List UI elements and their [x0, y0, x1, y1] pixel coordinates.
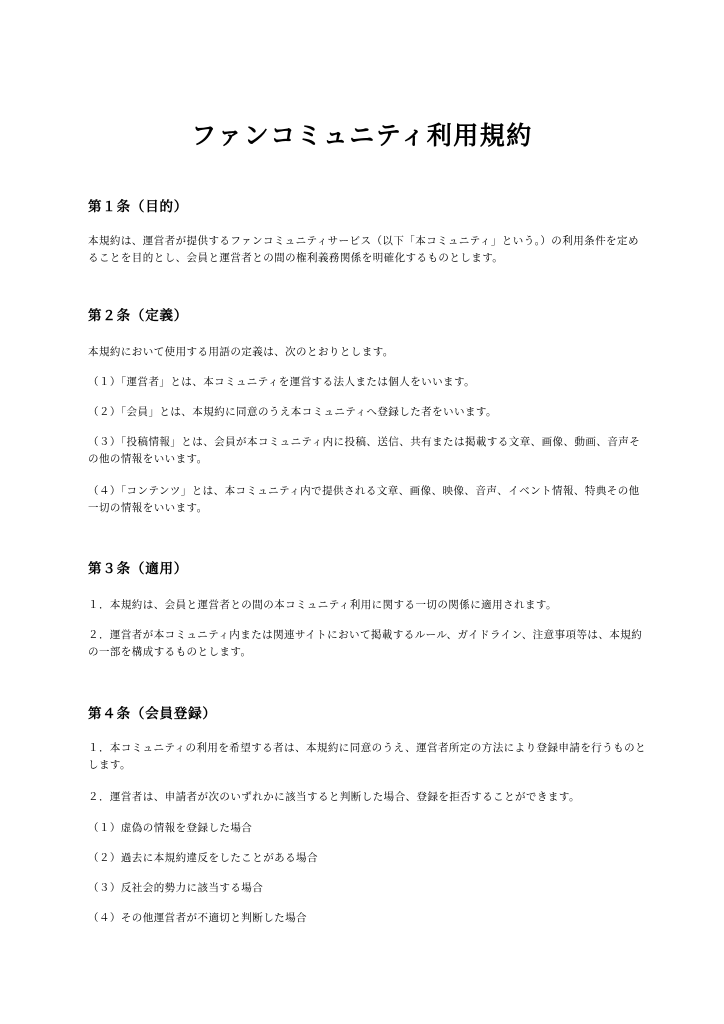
article-2-paragraph-1: 本規約において使用する用語の定義は、次のとおりとします。 — [88, 346, 394, 358]
article-3-heading: 第３条（適用） — [88, 561, 189, 577]
article-2-item-3: （３）「投稿情報」とは、会員が本コミュニティ内に投稿、送信、共有または掲載する文章、画像、動画、音声その他の情報をいいます。 — [88, 436, 641, 465]
article-4-item-1: （１）虚偽の情報を登録した場合 — [88, 822, 253, 834]
article-2-item-2: （２）「会員」とは、本規約に同意のうえ本コミュニティへ登録した者をいいます。 — [88, 406, 497, 418]
article-1-paragraph-1: 本規約は、運営者が提供するファンコミュニティサービス（以下「本コミュニティ」という。）の利用条件を定めることを目的とし、会員と運営者との間の権利義務関係を明確化するものとします。 — [88, 235, 639, 264]
article-2-heading: 第２条（定義） — [88, 308, 189, 324]
article-4-item-4: （４）その他運営者が不適切と判断した場合 — [88, 912, 307, 924]
document-title: ファンコミュニティ利用規約 — [191, 121, 533, 150]
article-2-item-1: （１）「運営者」とは、本コミュニティを運営する法人または個人をいいます。 — [88, 376, 476, 388]
article-4-heading: 第４条（会員登録） — [88, 706, 217, 722]
article-4-item-2: （２）過去に本規約違反をしたことがある場合 — [88, 852, 318, 864]
article-1-heading: 第１条（目的） — [88, 199, 189, 215]
article-4-paragraph-1: １．本コミュニティの利用を希望する者は、本規約に同意のうえ、運営者所定の方法により登録申請を行うものとします。 — [88, 742, 647, 771]
article-3-paragraph-1: １．本規約は、会員と運営者との間の本コミュニティ利用に関する一切の関係に適用されます。 — [88, 599, 557, 611]
article-3-paragraph-2: ２．運営者が本コミュニティ内または関連サイトにおいて掲載するルール、ガイドライン、注意事項等は、本規約の一部を構成するものとします。 — [88, 629, 643, 658]
article-4-item-3: （３）反社会的勢力に該当する場合 — [88, 882, 264, 894]
article-4-paragraph-2: ２．運営者は、申請者が次のいずれかに該当すると判断した場合、登録を拒否することができます。 — [88, 791, 580, 803]
article-2-item-4: （４）「コンテンツ」とは、本コミュニティ内で提供される文章、画像、映像、音声、イベント情報、特典その他一切の情報をいいます。 — [88, 485, 640, 514]
